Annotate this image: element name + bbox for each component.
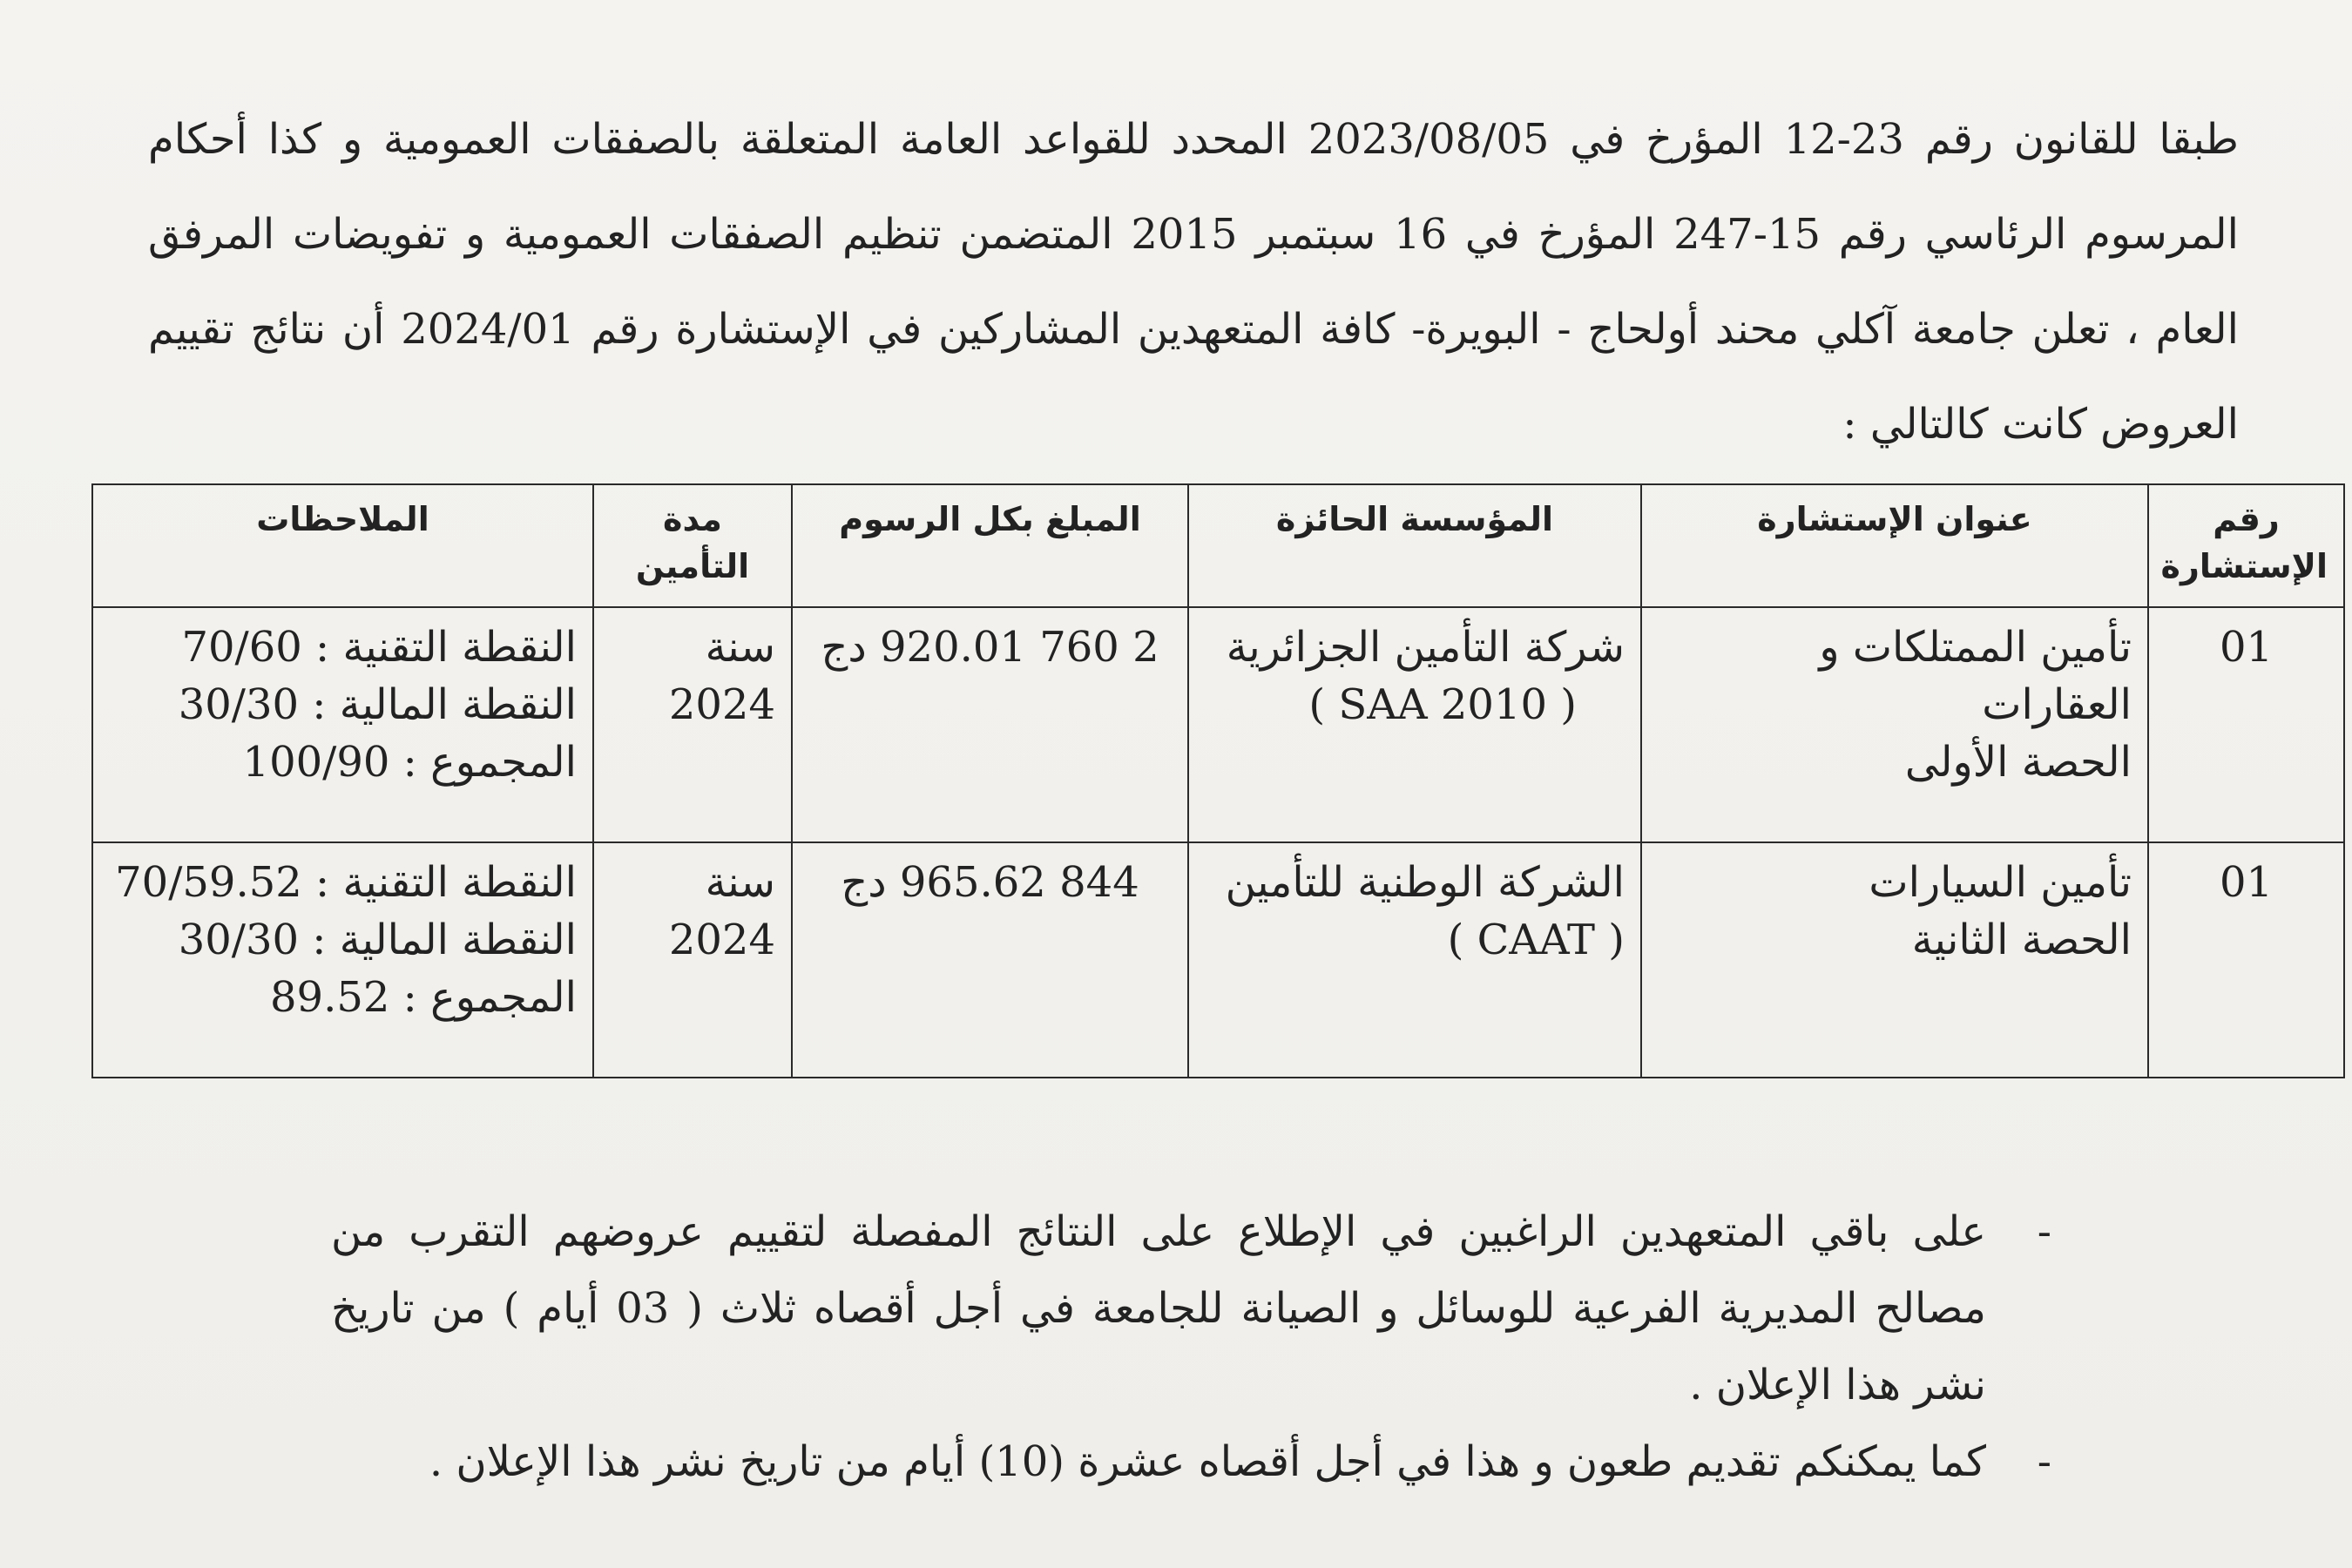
duration-year: 2024 <box>668 916 775 964</box>
cell-duration <box>593 842 792 1078</box>
cell-title <box>1641 607 2148 842</box>
lot-label: الحصة الثانية <box>1911 916 2132 964</box>
cell-amount: 844 965.62 دج <box>792 842 1188 1078</box>
table-row <box>92 842 2344 1078</box>
header-company: المؤسسة الحائزة <box>1188 484 1641 607</box>
company-name: الشركة الوطنية للتأمين <box>1225 858 1625 907</box>
note-text: كما يمكنكم تقديم طعون و هذا في أجل أقصاه عشرة (10) أيام من تاريخ نشر هذا الإعلان . <box>429 1437 1986 1486</box>
company-code: ( SAA 2010 ) <box>1308 680 1577 729</box>
list-item <box>331 1423 2051 1500</box>
cell-remarks <box>92 607 593 842</box>
cell-company <box>1188 842 1641 1078</box>
title-line: تأمين السيارات <box>1869 858 2132 907</box>
notes-list <box>331 1193 2051 1500</box>
cell-number: 01 <box>2148 607 2344 842</box>
cell-amount: 2 760 920.01 دج <box>792 607 1188 842</box>
cell-title <box>1641 842 2148 1078</box>
cell-remarks <box>92 842 593 1078</box>
intro-paragraph: طبقا للقانون رقم 23-12 المؤرخ في 2023/08/05 المحدد للقواعد العامة المتعلقة بالصفقات العمومية و كذا أحكام المرسوم الرئاسي رقم 15-247 المؤرخ في 16 سبتمبر 2015 المتضمن تنظيم الصفقات العمومية و تفويضات المرفق العام ، تعلن جامعة آكلي محند أولحاج - البويرة- كافة المتعهدين المشاركين في الإستشارة رقم 2024/01 أن نتائج تقييم العروض كانت كالتالي : <box>148 115 2240 449</box>
title-line: تأمين الممتلكات و العقارات <box>1819 623 2132 729</box>
lot-label: الحصة الأولى <box>1904 738 2132 787</box>
note-text: على باقي المتعهدين الراغبين في الإطلاع على النتائج المفصلة لتقييم عروضهم التقرب من مصالح المديرية الفرعية للوسائل و الصيانة للجامعة في أجل أقصاه ثلاث ( 03 أيام ) من تاريخ نشر هذا الإعلان . <box>331 1207 1987 1409</box>
header-duration: مدة التأمين <box>593 484 792 607</box>
duration-label: سنة <box>705 623 775 672</box>
remark-total: المجموع : 100/90 <box>242 738 577 787</box>
remark-financial: النقطة المالية : 30/30 <box>178 916 577 964</box>
table-header-row <box>92 484 2344 607</box>
duration-year: 2024 <box>668 680 775 729</box>
bullet-dash: - <box>2037 1437 2051 1486</box>
company-name: شركة التأمين الجزائرية <box>1226 623 1625 672</box>
duration-label: سنة <box>705 858 775 907</box>
remark-total: المجموع : 89.52 <box>270 973 577 1022</box>
header-title: عنوان الإستشارة <box>1641 484 2148 607</box>
cell-company <box>1188 607 1641 842</box>
results-table <box>91 483 2345 1078</box>
remark-financial: النقطة المالية : 30/30 <box>178 680 577 729</box>
header-remarks: الملاحظات <box>92 484 593 607</box>
list-item <box>331 1193 2051 1423</box>
header-amount: المبلغ بكل الرسوم <box>792 484 1188 607</box>
company-code: ( CAAT ) <box>1447 916 1625 964</box>
remark-technical: النقطة التقنية : 70/60 <box>181 623 577 672</box>
bullet-dash: - <box>2037 1207 2051 1256</box>
cell-duration <box>593 607 792 842</box>
table-row <box>92 607 2344 842</box>
header-number: رقم الإستشارة <box>2148 484 2344 607</box>
cell-number: 01 <box>2148 842 2344 1078</box>
remark-technical: النقطة التقنية : 70/59.52 <box>115 858 577 907</box>
